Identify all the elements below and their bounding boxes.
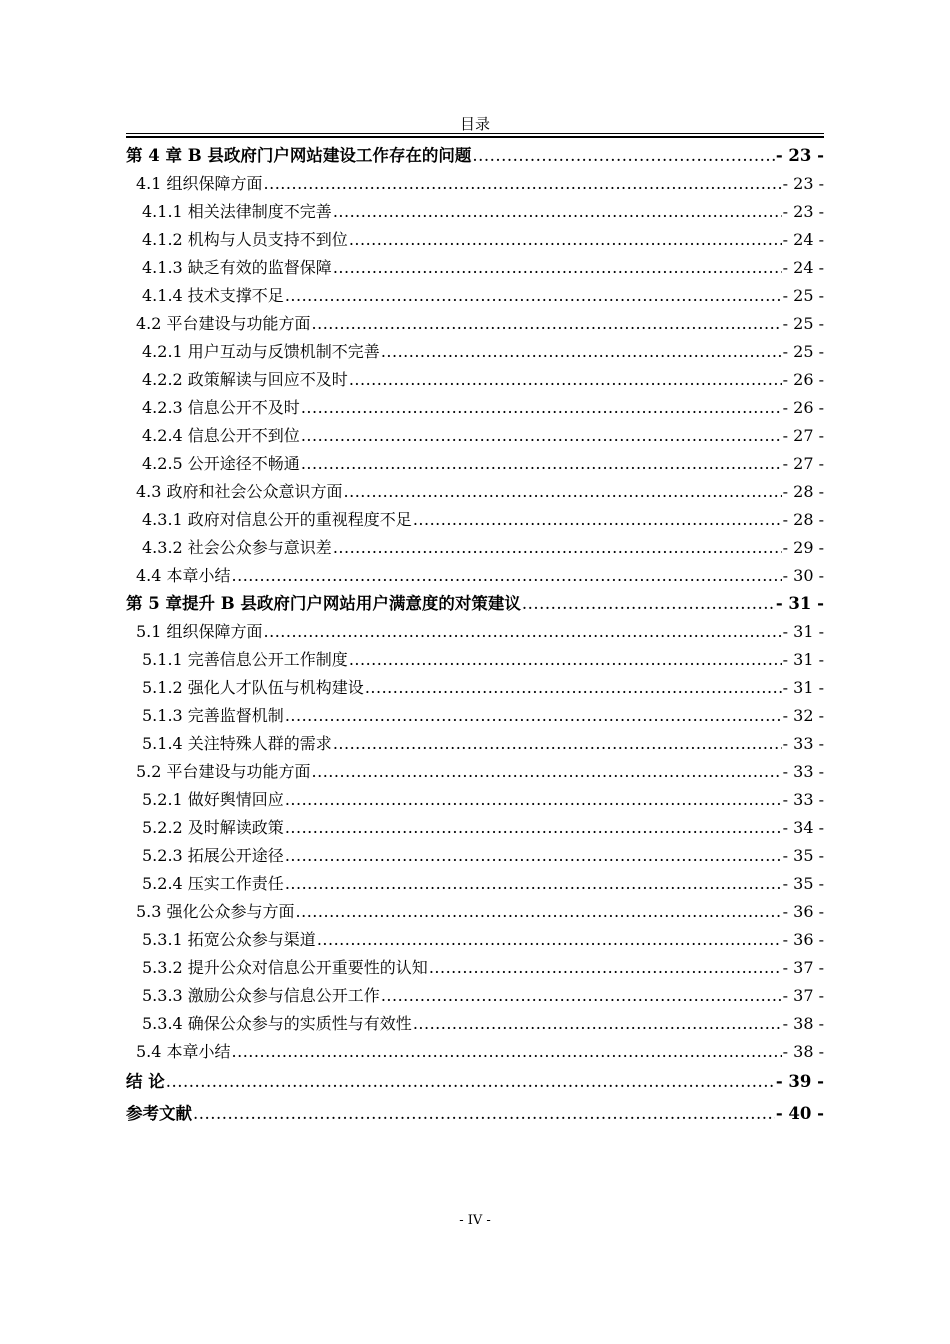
toc-subsection-entry[interactable] bbox=[126, 450, 824, 478]
toc-entry-title: 5.2.3 拓展公开途径 bbox=[142, 846, 284, 865]
toc-page-number: - 24 - bbox=[782, 230, 824, 249]
toc-dot-leader bbox=[312, 310, 782, 338]
toc-entry-title: 5.1.1 完善信息公开工作制度 bbox=[142, 650, 348, 669]
toc-entry-title: 4.2.5 公开途径不畅通 bbox=[142, 454, 300, 473]
toc-page-number: - 32 - bbox=[782, 706, 824, 725]
toc-entry-title: 参考文献 bbox=[126, 1104, 192, 1123]
toc-entry-title: 5.2.2 及时解读政策 bbox=[142, 818, 284, 837]
toc-subsection-entry[interactable] bbox=[126, 226, 824, 254]
toc-page-number: - 36 - bbox=[782, 930, 824, 949]
toc-subsection-entry[interactable] bbox=[126, 534, 824, 562]
toc-page-number: - 35 - bbox=[782, 874, 824, 893]
toc-page-number: - 33 - bbox=[782, 762, 824, 781]
toc-entry-title: 4.3 政府和社会公众意识方面 bbox=[136, 482, 343, 501]
toc-entry-title: 5.2 平台建设与功能方面 bbox=[136, 762, 311, 781]
toc-subsection-entry[interactable] bbox=[126, 786, 824, 814]
toc-entry-title: 4.2.3 信息公开不及时 bbox=[142, 398, 300, 417]
toc-dot-leader bbox=[472, 142, 774, 170]
toc-dot-leader bbox=[381, 338, 782, 366]
toc-page-number: - 38 - bbox=[782, 1042, 824, 1061]
toc-dot-leader bbox=[285, 870, 782, 898]
toc-entry-title: 结 论 bbox=[126, 1072, 165, 1091]
toc-entry-title: 4.1.1 相关法律制度不完善 bbox=[142, 202, 332, 221]
toc-dot-leader bbox=[232, 562, 782, 590]
toc-entry-title: 5.3.4 确保公众参与的实质性与有效性 bbox=[142, 1014, 412, 1033]
toc-entry-title: 4.4 本章小结 bbox=[136, 566, 231, 585]
toc-subsection-entry[interactable] bbox=[126, 674, 824, 702]
toc-page-number: - 33 - bbox=[782, 734, 824, 753]
toc-page-number: - 35 - bbox=[782, 846, 824, 865]
toc-dot-leader bbox=[344, 478, 782, 506]
toc-dot-leader bbox=[429, 954, 782, 982]
toc-chapter-entry[interactable] bbox=[126, 142, 824, 170]
toc-page-number: - 24 - bbox=[782, 258, 824, 277]
toc-entry-title: 5.2.4 压实工作责任 bbox=[142, 874, 284, 893]
toc-subsection-entry[interactable] bbox=[126, 842, 824, 870]
toc-section-entry[interactable] bbox=[126, 170, 824, 198]
toc-page-number: - 25 - bbox=[782, 314, 824, 333]
toc-page-number: - 25 - bbox=[782, 342, 824, 361]
toc-dot-leader bbox=[232, 1038, 782, 1066]
toc-dot-leader bbox=[301, 422, 782, 450]
toc-section-entry[interactable] bbox=[126, 1038, 824, 1066]
toc-dot-leader bbox=[296, 898, 782, 926]
toc-dot-leader bbox=[349, 646, 782, 674]
toc-dot-leader bbox=[264, 170, 782, 198]
toc-dot-leader bbox=[301, 450, 782, 478]
toc-subsection-entry[interactable] bbox=[126, 730, 824, 758]
toc-entry-title: 4.3.2 社会公众参与意识差 bbox=[142, 538, 332, 557]
toc-chapter-entry[interactable] bbox=[126, 590, 824, 618]
toc-dot-leader bbox=[317, 926, 782, 954]
toc-page-number: - 29 - bbox=[782, 538, 824, 557]
toc-backmatter-entry[interactable] bbox=[126, 1098, 824, 1130]
toc-dot-leader bbox=[381, 982, 782, 1010]
toc-entry-title: 第 4 章 B 县政府门户网站建设工作存在的问题 bbox=[126, 146, 472, 165]
toc-page-number: - 28 - bbox=[782, 482, 824, 501]
toc-section-entry[interactable] bbox=[126, 562, 824, 590]
toc-page-number: - 27 - bbox=[782, 426, 824, 445]
toc-dot-leader bbox=[522, 590, 775, 618]
toc-page-number: - 31 - bbox=[782, 678, 824, 697]
toc-page-number: - 30 - bbox=[782, 566, 824, 585]
table-of-contents bbox=[126, 142, 824, 1130]
toc-page-number: - 31 - bbox=[782, 650, 824, 669]
toc-page-number: - 25 - bbox=[782, 286, 824, 305]
header-rule-thin bbox=[126, 133, 824, 134]
toc-entry-title: 4.1 组织保障方面 bbox=[136, 174, 263, 193]
toc-page-number: - 37 - bbox=[782, 958, 824, 977]
toc-subsection-entry[interactable] bbox=[126, 702, 824, 730]
toc-page-number: - 38 - bbox=[782, 1014, 824, 1033]
toc-subsection-entry[interactable] bbox=[126, 394, 824, 422]
toc-subsection-entry[interactable] bbox=[126, 814, 824, 842]
toc-dot-leader bbox=[349, 226, 782, 254]
toc-dot-leader bbox=[333, 730, 782, 758]
toc-entry-title: 5.1.2 强化人才队伍与机构建设 bbox=[142, 678, 364, 697]
toc-dot-leader bbox=[333, 534, 782, 562]
toc-entry-title: 5.3.2 提升公众对信息公开重要性的认知 bbox=[142, 958, 428, 977]
toc-entry-title: 5.1 组织保障方面 bbox=[136, 622, 263, 641]
toc-entry-title: 4.1.2 机构与人员支持不到位 bbox=[142, 230, 348, 249]
toc-section-entry[interactable] bbox=[126, 898, 824, 926]
toc-subsection-entry[interactable] bbox=[126, 506, 824, 534]
toc-dot-leader bbox=[166, 1066, 775, 1098]
toc-subsection-entry[interactable] bbox=[126, 646, 824, 674]
toc-entry-title: 4.2.4 信息公开不到位 bbox=[142, 426, 300, 445]
toc-subsection-entry[interactable] bbox=[126, 338, 824, 366]
toc-subsection-entry[interactable] bbox=[126, 954, 824, 982]
toc-dot-leader bbox=[333, 198, 782, 226]
toc-dot-leader bbox=[413, 1010, 782, 1038]
toc-entry-title: 4.2.1 用户互动与反馈机制不完善 bbox=[142, 342, 380, 361]
toc-page-number: - 34 - bbox=[782, 818, 824, 837]
toc-subsection-entry[interactable] bbox=[126, 422, 824, 450]
toc-section-entry[interactable] bbox=[126, 310, 824, 338]
toc-page-number: - 37 - bbox=[782, 986, 824, 1005]
toc-subsection-entry[interactable] bbox=[126, 282, 824, 310]
toc-dot-leader bbox=[312, 758, 782, 786]
toc-entry-title: 5.3 强化公众参与方面 bbox=[136, 902, 295, 921]
toc-section-entry[interactable] bbox=[126, 618, 824, 646]
toc-dot-leader bbox=[365, 674, 782, 702]
toc-page-number: - 39 - bbox=[775, 1072, 824, 1091]
toc-dot-leader bbox=[285, 842, 782, 870]
toc-page-number: - 36 - bbox=[782, 902, 824, 921]
header-rule-thick bbox=[126, 136, 824, 138]
toc-dot-leader bbox=[264, 618, 782, 646]
toc-dot-leader bbox=[285, 282, 782, 310]
toc-dot-leader bbox=[193, 1098, 775, 1130]
toc-entry-title: 5.4 本章小结 bbox=[136, 1042, 231, 1061]
toc-dot-leader bbox=[301, 394, 782, 422]
toc-entry-title: 5.2.1 做好舆情回应 bbox=[142, 790, 284, 809]
toc-dot-leader bbox=[349, 366, 782, 394]
toc-subsection-entry[interactable] bbox=[126, 198, 824, 226]
toc-entry-title: 4.1.4 技术支撑不足 bbox=[142, 286, 284, 305]
toc-entry-title: 第 5 章提升 B 县政府门户网站用户满意度的对策建议 bbox=[126, 594, 521, 613]
toc-entry-title: 5.3.1 拓宽公众参与渠道 bbox=[142, 930, 316, 949]
page-header-title: 目录 bbox=[459, 115, 490, 133]
toc-dot-leader bbox=[333, 254, 782, 282]
toc-page-number: - 26 - bbox=[782, 398, 824, 417]
toc-entry-title: 4.3.1 政府对信息公开的重视程度不足 bbox=[142, 510, 412, 529]
toc-section-entry[interactable] bbox=[126, 478, 824, 506]
toc-page-number: - 26 - bbox=[782, 370, 824, 389]
toc-dot-leader bbox=[413, 506, 782, 534]
toc-subsection-entry[interactable] bbox=[126, 1010, 824, 1038]
toc-section-entry[interactable] bbox=[126, 758, 824, 786]
toc-page-number: - 27 - bbox=[782, 454, 824, 473]
toc-dot-leader bbox=[285, 702, 782, 730]
toc-entry-title: 5.1.4 关注特殊人群的需求 bbox=[142, 734, 332, 753]
page-number-footer: - IV - bbox=[459, 1213, 491, 1228]
toc-page-number: - 33 - bbox=[782, 790, 824, 809]
toc-page-number: - 31 - bbox=[782, 622, 824, 641]
toc-entry-title: 5.1.3 完善监督机制 bbox=[142, 706, 284, 725]
toc-page-number: - 40 - bbox=[775, 1104, 824, 1123]
toc-page-number: - 23 - bbox=[775, 146, 824, 165]
toc-page-number: - 31 - bbox=[775, 594, 824, 613]
toc-subsection-entry[interactable] bbox=[126, 366, 824, 394]
toc-dot-leader bbox=[285, 814, 782, 842]
toc-page-number: - 28 - bbox=[782, 510, 824, 529]
toc-subsection-entry[interactable] bbox=[126, 254, 824, 282]
toc-backmatter-entry[interactable] bbox=[126, 1066, 824, 1098]
toc-entry-title: 4.2.2 政策解读与回应不及时 bbox=[142, 370, 348, 389]
toc-page-number: - 23 - bbox=[782, 174, 824, 193]
toc-subsection-entry[interactable] bbox=[126, 982, 824, 1010]
toc-entry-title: 4.2 平台建设与功能方面 bbox=[136, 314, 311, 333]
toc-subsection-entry[interactable] bbox=[126, 926, 824, 954]
toc-dot-leader bbox=[285, 786, 782, 814]
toc-entry-title: 5.3.3 激励公众参与信息公开工作 bbox=[142, 986, 380, 1005]
toc-subsection-entry[interactable] bbox=[126, 870, 824, 898]
toc-entry-title: 4.1.3 缺乏有效的监督保障 bbox=[142, 258, 332, 277]
toc-page-number: - 23 - bbox=[782, 202, 824, 221]
